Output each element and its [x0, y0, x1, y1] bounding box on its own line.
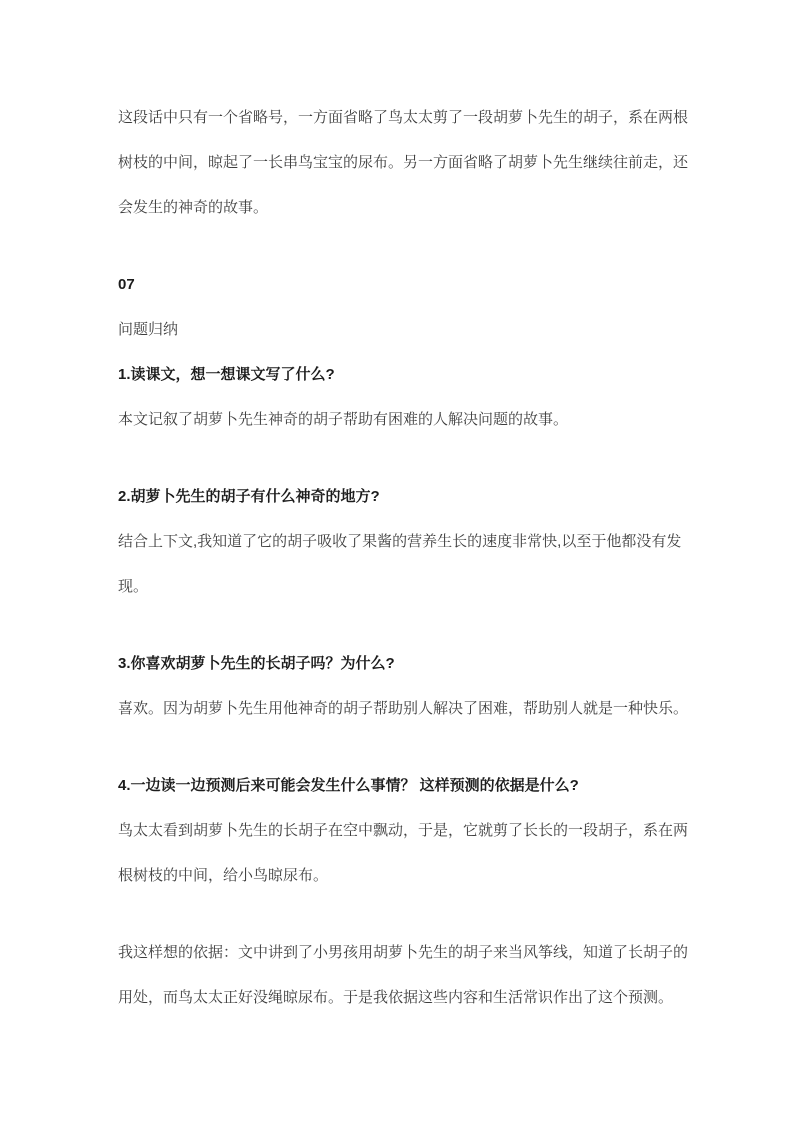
question-2 — [118, 474, 693, 519]
answer-4 — [118, 808, 693, 898]
answer-text: 鸟太太看到胡萝卜先生的长胡子在空中飘动，于是，它就剪了长长的一段胡子，系在两 — [118, 822, 689, 839]
answer-text: 用处，而鸟太太正好没绳晾尿布。于是我依据这些内容和生活常识作出了这个预测。 — [118, 989, 674, 1006]
paragraph-ellipsis-analysis — [118, 95, 693, 230]
section-heading — [118, 307, 693, 352]
section-heading-text: 问题归纳 — [118, 321, 179, 338]
question-3 — [118, 641, 693, 686]
answer-text: 我这样想的依据：文中讲到了小男孩用胡萝卜先生的胡子来当风筝线，知道了长胡子的 — [118, 944, 689, 961]
section-number-text: 07 — [118, 276, 135, 293]
question-text: 3.你喜欢胡萝卜先生的长胡子吗？为什么? — [118, 655, 395, 672]
answer-1 — [118, 397, 693, 442]
question-text: 2.胡萝卜先生的胡子有什么神奇的地方? — [118, 488, 380, 505]
text-line: 这段话中只有一个省略号，一方面省略了鸟太太剪了一段胡萝卜先生的胡子，系在两根 — [118, 109, 689, 126]
question-1 — [118, 352, 693, 397]
question-4 — [118, 763, 693, 808]
answer-text: 喜欢。因为胡萝卜先生用他神奇的胡子帮助别人解决了困难，帮助别人就是一种快乐。 — [118, 700, 689, 717]
answer-4-basis — [118, 930, 693, 1020]
text-line: 树枝的中间，晾起了一长串鸟宝宝的尿布。另一方面省略了胡萝卜先生继续往前走，还 — [118, 154, 689, 171]
answer-text: 现。 — [118, 578, 149, 595]
question-text: 1.读课文，想一想课文写了什么? — [118, 366, 335, 383]
section-number — [118, 262, 693, 307]
answer-text: 根树枝的中间，给小鸟晾尿布。 — [118, 867, 329, 884]
text-line: 会发生的神奇的故事。 — [118, 199, 269, 216]
answer-2 — [118, 519, 693, 609]
answer-text: 结合上下文,我知道了它的胡子吸收了果酱的营养生长的速度非常快,以至于他都没有发 — [118, 533, 682, 550]
answer-3 — [118, 686, 693, 731]
question-text: 4.一边读一边预测后来可能会发生什么事情？ 这样预测的依据是什么? — [118, 777, 579, 794]
answer-text: 本文记叙了胡萝卜先生神奇的胡子帮助有困难的人解决问题的故事。 — [118, 411, 569, 428]
